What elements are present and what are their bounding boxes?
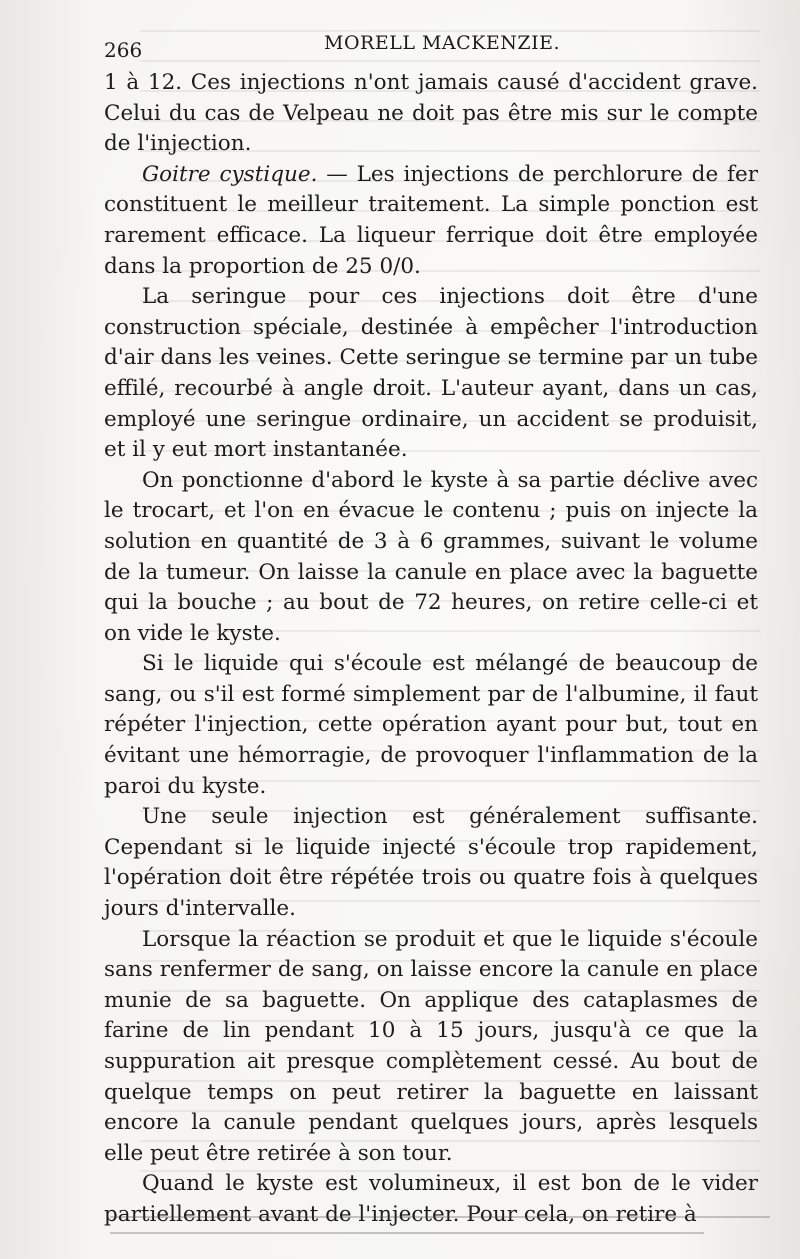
paragraph [104,282,758,466]
paragraph-text: — Les injections de perchlorure de fer constituent le meilleur traitement. La simple ponction est rarement efficace. La liqueur ferrique doit être employée dans la proportion de 25 0/0. [104,161,758,279]
page-number: 266 [104,38,143,62]
paragraph-text: Quand le kyste est volumineux, il est bon de le vider partiellement avant de l'injecter. Pour cela, on retire à [104,1171,758,1227]
paragraph [104,925,758,1170]
paragraph [104,649,758,802]
paragraph [104,68,758,160]
paragraph-text: Une seule injection est généralement suffisante. Cependant si le liquide injecté s'écoule trop rapidement, l'opération doit être répétée trois ou quatre fois à quelques jours d'intervalle. [104,804,758,922]
paragraph [104,160,758,282]
paragraph [104,802,758,924]
footer-rule [110,1216,770,1218]
page-header [104,30,754,60]
body-text [104,68,758,1231]
paragraph-text: 1 à 12. Ces injections n'ont jamais causé d'accident grave. Celui du cas de Velpeau ne doit pas être mis sur le compte de l'injection. [104,70,758,157]
footer-rule [110,1232,704,1234]
running-head: MORELL MACKENZIE. [324,32,560,54]
paragraph-text: Si le liquide qui s'écoule est mélangé de beaucoup de sang, ou s'il est formé simplement par de l'albumine, il faut répéter l'injection, cette opération ayant pour but, tout en évitant une hémorragie, de provoquer l'inflammation de la paroi du kyste. [104,651,758,799]
paragraph-text: Lorsque la réaction se produit et que le liquide s'écoule sans renfermer de sang, on laisse encore la canule en place munie de sa baguette. On applique des cataplasmes de farine de lin pendant 10 à 15 jours, jusqu'à ce que la suppuration ait presque complètement cessé. Au bout de quelque temps on peut retirer la baguette en laissant encore la canule pendant quelques jours, après lesquels elle peut être retirée à son tour. [104,926,758,1166]
paragraph-text: La seringue pour ces injections doit être d'une construction spéciale, destinée à empêcher l'introduction d'air dans les veines. Cette seringue se termine par un tube effilé, recourbé à angle droit. L'auteur ayant, dans un cas, employé une seringue ordinaire, un accident se produisit, et il y eut mort instantanée. [104,284,758,463]
section-heading: Goitre cystique. [142,161,318,187]
paragraph [104,466,758,650]
paragraph-text: On ponctionne d'abord le kyste à sa partie déclive avec le trocart, et l'on en évacue le contenu ; puis on injecte la solution en quantité de 3 à 6 grammes, suivant le volume de la tumeur. On laisse la canule en place avec la baguette qui la bouche ; au bout de 72 heures, on retire celle-ci et on vide le kyste. [104,467,758,646]
faded-footer [110,1208,770,1248]
